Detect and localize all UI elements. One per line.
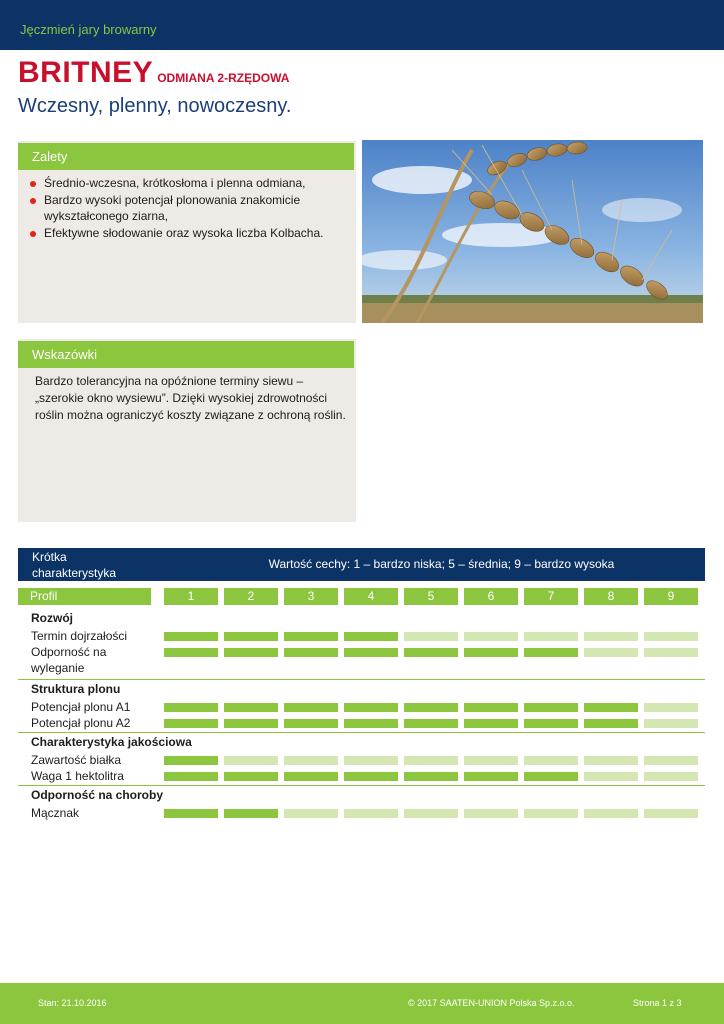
rating-bar	[344, 703, 398, 712]
group-heading: Rozwój	[31, 611, 73, 625]
hints-text: Bardzo tolerancyjna na opóźnione terminy siewu – „szerokie okno wysiewu”. Dzięki wysokiej zdrowotności roślin można ograniczyć koszty związane z ochroną roślin.	[35, 374, 346, 422]
rating-bar	[164, 772, 218, 781]
group-heading: Struktura plonu	[31, 682, 121, 696]
rating-bar	[404, 648, 458, 657]
barley-ears-image	[362, 140, 703, 323]
rating-bar	[224, 719, 278, 728]
footer	[0, 983, 724, 1024]
rating-bar	[464, 648, 518, 657]
rating-bar	[224, 809, 278, 818]
rating-bar	[524, 703, 578, 712]
scale-cell-1: 1	[164, 588, 218, 605]
row-label: Odporność na wyleganie	[31, 645, 107, 675]
scale-cell-9: 9	[644, 588, 698, 605]
rating-bar	[644, 719, 698, 728]
group-heading: Odporność na choroby	[31, 788, 164, 802]
rating-bar	[164, 632, 218, 641]
rating-bar	[164, 809, 218, 818]
scale-description: Wartość cechy: 1 – bardzo niska; 5 – średnia; 9 – bardzo wysoka	[268, 557, 615, 571]
rating-bar	[524, 756, 578, 765]
advantage-item: Średnio-wczesna, krótkosłoma i plenna odmiana,	[30, 175, 350, 192]
rating-bar	[284, 632, 338, 641]
rating-bar	[584, 809, 638, 818]
rating-bar	[464, 772, 518, 781]
row-label: Mącznak	[31, 806, 80, 820]
rating-bar	[404, 772, 458, 781]
rating-bar	[524, 719, 578, 728]
rating-bar	[224, 632, 278, 641]
variety-subtitle: ODMIANA 2-RZĘDOWA	[157, 71, 290, 85]
group-separator	[18, 785, 705, 786]
variety-name: BRITNEY	[18, 56, 154, 89]
rating-bar	[644, 772, 698, 781]
rating-bar	[584, 719, 638, 728]
rating-bar	[464, 719, 518, 728]
hints-heading: Wskazówki	[18, 341, 354, 368]
rating-bar	[344, 772, 398, 781]
rating-bar	[404, 632, 458, 641]
advantages-heading: Zalety	[18, 143, 354, 170]
rating-bar	[344, 756, 398, 765]
scale-cell-6: 6	[464, 588, 518, 605]
characteristics-header	[18, 548, 705, 581]
group-heading: Charakterystyka jakościowa	[31, 735, 192, 749]
rating-bar	[584, 632, 638, 641]
group-separator	[18, 732, 705, 733]
rating-bar	[524, 648, 578, 657]
hints-panel	[18, 339, 356, 522]
row-label: Waga 1 hektolitra	[31, 769, 124, 783]
row-label: Potencjał plonu A2	[31, 716, 131, 730]
rating-bar	[644, 648, 698, 657]
rating-bar	[344, 809, 398, 818]
rating-bar	[404, 809, 458, 818]
category-label: Jęczmień jary browarny	[20, 22, 157, 37]
rating-bar	[224, 703, 278, 712]
rating-bar	[644, 809, 698, 818]
rating-bar	[644, 756, 698, 765]
scale-cell-2: 2	[224, 588, 278, 605]
scale-cell-8: 8	[584, 588, 638, 605]
rating-bar	[284, 772, 338, 781]
row-label: Potencjał plonu A1	[31, 700, 131, 714]
rating-bar	[464, 809, 518, 818]
rating-bar	[344, 632, 398, 641]
rating-bar	[344, 719, 398, 728]
rating-bar	[644, 703, 698, 712]
rating-bar	[524, 809, 578, 818]
rating-bar	[584, 756, 638, 765]
characteristics-title: Krótka charakterystyka	[32, 550, 117, 580]
scale-cell-4: 4	[344, 588, 398, 605]
rating-bar	[524, 632, 578, 641]
group-separator	[18, 679, 705, 680]
variety-title	[18, 56, 289, 90]
rating-bar	[584, 648, 638, 657]
footer-page: Strona 1 z 3	[633, 998, 682, 1008]
rating-bar	[524, 772, 578, 781]
advantages-panel	[18, 141, 356, 323]
scale-cell-7: 7	[524, 588, 578, 605]
row-label: Termin dojrzałości	[31, 629, 128, 643]
advantage-item: Efektywne słodowanie oraz wysoka liczba Kolbacha.	[30, 225, 350, 242]
top-bar	[0, 0, 724, 50]
rating-bar	[404, 719, 458, 728]
rating-bar	[464, 703, 518, 712]
footer-date: Stan: 21.10.2016	[38, 998, 107, 1008]
rating-bar	[404, 703, 458, 712]
rating-bar	[284, 809, 338, 818]
rating-bar	[344, 648, 398, 657]
rating-bar	[224, 772, 278, 781]
advantages-list	[30, 175, 350, 241]
rating-bar	[404, 756, 458, 765]
scale-cell-5: 5	[404, 588, 458, 605]
rating-bar	[164, 703, 218, 712]
rating-bar	[164, 719, 218, 728]
footer-copyright: © 2017 SAATEN-UNION Polska Sp.z.o.o.	[408, 998, 575, 1008]
rating-bar	[464, 632, 518, 641]
rating-bar	[644, 632, 698, 641]
rating-bar	[584, 703, 638, 712]
slogan: Wczesny, plenny, nowoczesny.	[18, 95, 292, 117]
barley-photo	[362, 140, 703, 323]
rating-bar	[284, 703, 338, 712]
rating-bar	[284, 648, 338, 657]
rating-bar	[464, 756, 518, 765]
row-label: Zawartość białka	[31, 753, 122, 767]
rating-bar	[164, 648, 218, 657]
advantage-item: Bardzo wysoki potencjał plonowania znakomicie wykształconego ziarna,	[30, 192, 350, 225]
scale-cell-3: 3	[284, 588, 338, 605]
rating-bar	[224, 756, 278, 765]
rating-bar	[224, 648, 278, 657]
profil-label: Profil	[18, 588, 151, 605]
rating-bar	[584, 772, 638, 781]
rating-bar	[284, 756, 338, 765]
rating-bar	[164, 756, 218, 765]
rating-bar	[284, 719, 338, 728]
